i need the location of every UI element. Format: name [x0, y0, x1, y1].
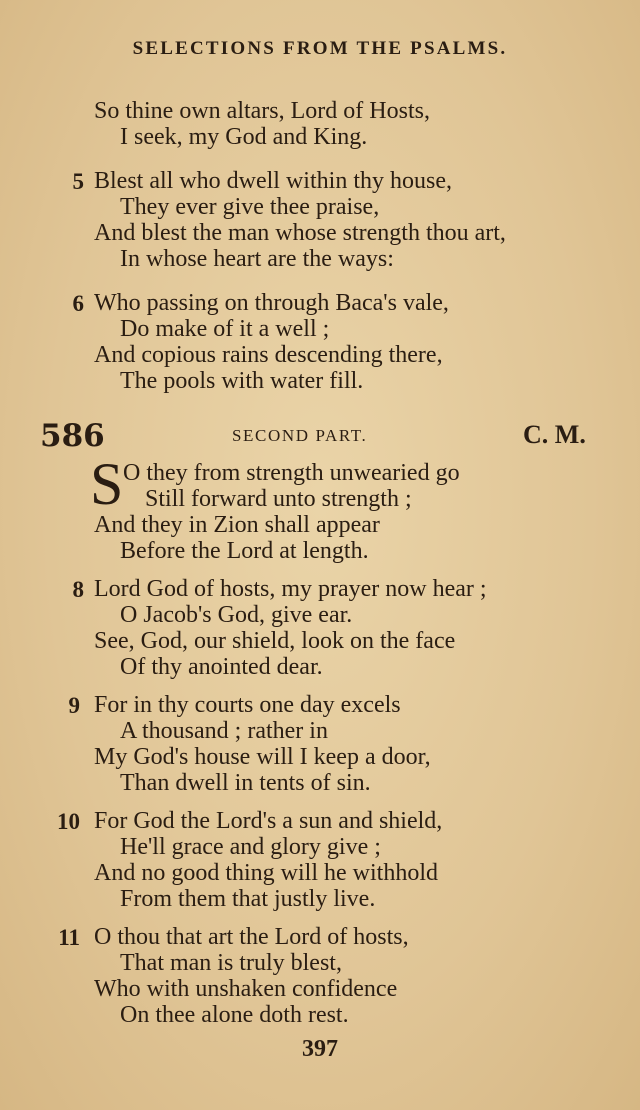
verse-line: He'll grace and glory give ; [120, 834, 381, 860]
running-title: SELECTIONS FROM THE PSALMS. [132, 38, 508, 59]
verse-number: 5 [72, 169, 84, 194]
meter-label: C. M. [523, 420, 586, 449]
verse-line: Before the Lord at length. [120, 538, 369, 564]
verse-line: See, God, our shield, look on the face [94, 628, 456, 654]
verse-line: They ever give thee praise, [120, 194, 380, 220]
verse-line: I seek, my God and King. [120, 124, 368, 150]
verse-line: So thine own altars, Lord of Hosts, [94, 98, 430, 124]
drop-cap: S [90, 451, 124, 517]
verse-number: 9 [68, 693, 80, 718]
verse-line: My God's house will I keep a door, [94, 744, 431, 770]
verse-line: And they in Zion shall appear [94, 512, 380, 538]
hymn-number: 586 [40, 418, 105, 454]
verse-number: 11 [58, 925, 80, 950]
part-title: SECOND PART. [232, 426, 368, 445]
verse-number: 10 [57, 809, 80, 834]
verse-line: Lord God of hosts, my prayer now hear ; [94, 576, 487, 602]
verse-line: O thou that art the Lord of hosts, [94, 924, 409, 950]
verse-number: 8 [72, 577, 84, 602]
verse-line: From them that justly live. [120, 886, 376, 912]
verse-line: Of thy anointed dear. [120, 654, 323, 680]
verse-line: Who with unshaken confidence [94, 976, 398, 1002]
verse-line: For in thy courts one day excels [94, 692, 401, 718]
verse-line: The pools with water fill. [120, 368, 364, 394]
verse-line: Than dwell in tents of sin. [120, 770, 371, 796]
verse-line: And no good thing will he withhold [94, 860, 438, 886]
verse-line: O Jacob's God, give ear. [120, 602, 353, 628]
verse-line: And copious rains descending there, [94, 342, 443, 368]
verse-line: A thousand ; rather in [120, 718, 328, 744]
verse-line: For God the Lord's a sun and shield, [94, 808, 443, 834]
verse-line: In whose heart are the ways: [120, 246, 394, 272]
verse-line: Who passing on through Baca's vale, [94, 290, 449, 316]
page-number: 397 [302, 1036, 338, 1062]
verse-line: That man is truly blest, [120, 950, 342, 976]
verse-line: Do make of it a well ; [120, 316, 330, 342]
verse-line: O they from strength unwearied go [123, 460, 460, 486]
verse-number: 6 [72, 291, 84, 316]
verse-line: Still forward unto strength ; [145, 486, 412, 512]
verse-line: On thee alone doth rest. [120, 1002, 349, 1028]
verse-line: And blest the man whose strength thou art, [94, 220, 506, 246]
verse-line: Blest all who dwell within thy house, [94, 168, 452, 194]
